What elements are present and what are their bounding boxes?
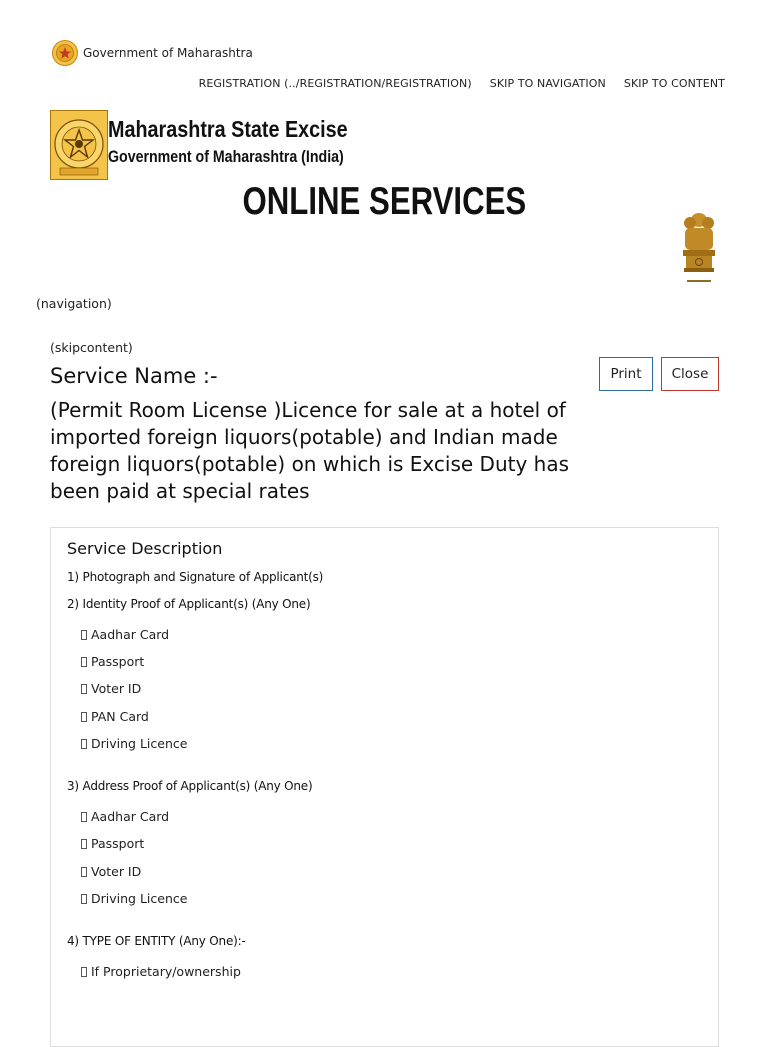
bullet-icon [81, 684, 87, 694]
list-item: Passport [81, 836, 144, 851]
skip-to-navigation-link[interactable]: SKIP TO NAVIGATION [489, 77, 606, 90]
navigation-placeholder: (navigation) [36, 296, 112, 311]
section-heading: 1) Photograph and Signature of Applicant(s) [67, 570, 324, 584]
bullet-icon [81, 739, 87, 749]
bullet-icon [81, 967, 87, 977]
gov-strip [52, 40, 253, 66]
close-button[interactable]: Close [661, 357, 719, 391]
bullet-icon [81, 867, 87, 877]
list-item: Voter ID [81, 864, 141, 879]
list-item: Aadhar Card [81, 627, 169, 642]
bullet-icon [81, 712, 87, 722]
bullet-icon [81, 894, 87, 904]
registration-link[interactable]: REGISTRATION (../REGISTRATION/REGISTRATION) [198, 77, 472, 90]
service-name-value: (Permit Room License )Licence for sale at a hotel of imported foreign liquors(potable) and Indian made foreign liquors(potable) on which is Excise Duty has been paid at special rates [50, 398, 570, 503]
bullet-icon [81, 812, 87, 822]
service-description-card [50, 527, 719, 1047]
list-item: Aadhar Card [81, 809, 169, 824]
list-item: Voter ID [81, 681, 141, 696]
top-links [199, 77, 725, 90]
section-heading: 3) Address Proof of Applicant(s) (Any One) [67, 779, 313, 793]
list-item: Driving Licence [81, 736, 187, 751]
skipcontent-placeholder: (skipcontent) [50, 340, 133, 355]
print-button[interactable]: Print [599, 357, 653, 391]
national-emblem-icon [676, 210, 722, 288]
dept-title: Maharashtra State Excise [108, 116, 348, 142]
bullet-icon [81, 657, 87, 667]
maharashtra-seal-icon [52, 40, 78, 66]
section-heading: 2) Identity Proof of Applicant(s) (Any One) [67, 597, 311, 611]
section-heading: 4) TYPE OF ENTITY (Any One):- [67, 934, 246, 948]
gov-label[interactable]: Government of Maharashtra [83, 46, 253, 60]
list-item: Passport [81, 654, 144, 669]
excise-department-logo [50, 110, 108, 180]
list-item: Driving Licence [81, 891, 187, 906]
service-name-label: Service Name :- [50, 364, 218, 388]
bullet-icon [81, 839, 87, 849]
page-heading: ONLINE SERVICES [242, 180, 526, 223]
list-item: PAN Card [81, 709, 149, 724]
skip-to-content-link[interactable]: SKIP TO CONTENT [623, 77, 725, 90]
list-item: If Proprietary/ownership [81, 964, 241, 979]
bullet-icon [81, 630, 87, 640]
card-title: Service Description [67, 539, 223, 558]
dept-subtitle: Government of Maharashtra (India) [108, 148, 344, 166]
